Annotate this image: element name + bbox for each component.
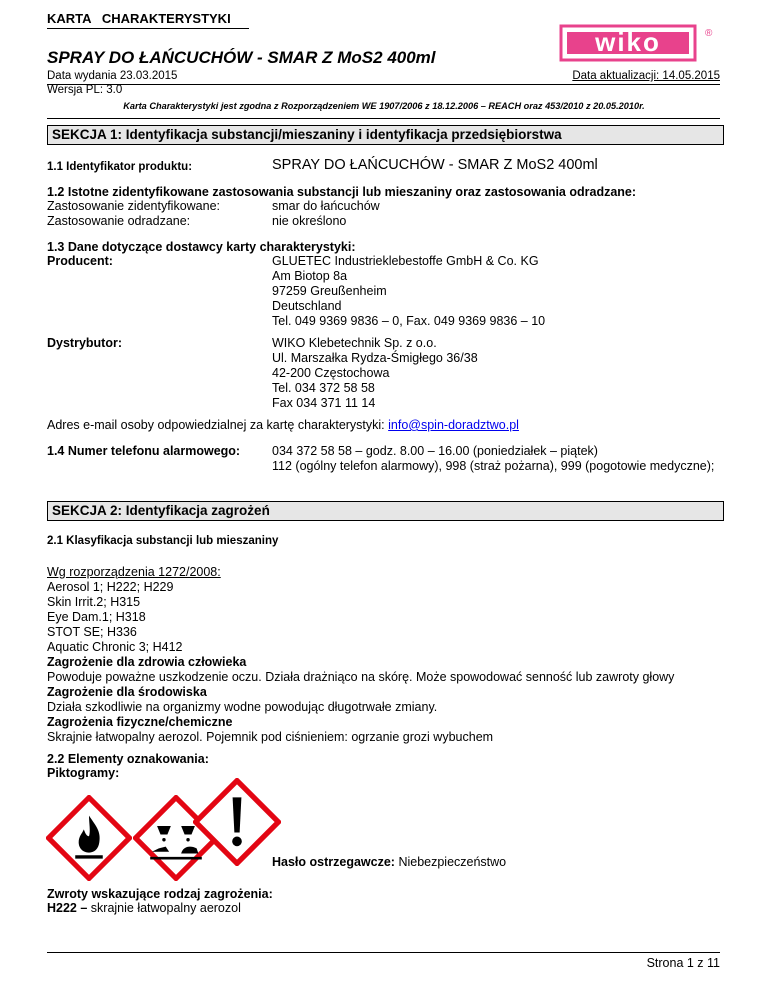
distributor-line: WIKO Klebetechnik Sp. z o.o. [272, 336, 437, 350]
section-2-title: SEKCJA 2: Identyfikacja zagrożeń [52, 503, 270, 518]
environment-hazard-title: Zagrożenie dla środowiska [47, 685, 207, 699]
distributor-line: Ul. Marszałka Rydza-Śmigłego 36/38 [272, 351, 478, 365]
physical-hazard-text: Skrajnie łatwopalny aerozol. Pojemnik pod ciśnieniem: ogrzanie grozi wybuchem [47, 730, 494, 744]
h222-text: skrajnie łatwopalny aerozol [87, 901, 241, 915]
document-type-underline [47, 28, 249, 29]
flame-pictogram-icon [46, 795, 132, 881]
email-link[interactable]: info@spin-doradztwo.pl [388, 418, 519, 432]
distributor-line: 42-200 Częstochowa [272, 366, 390, 380]
distributor-address [272, 336, 478, 411]
distributor-line: Fax 034 371 11 14 [272, 396, 376, 410]
emergency-phone-label: 1.4 Numer telefonu alarmowego: [47, 444, 241, 458]
wiko-logo [559, 20, 719, 64]
section-1-title: SEKCJA 1: Identyfikacja substancji/mieszaniny i identyfikacja przedsiębiorstwa [52, 127, 562, 142]
hazards-description [47, 655, 674, 745]
signal-word-label: Hasło ostrzegawcze: [272, 855, 395, 869]
update-date: Data aktualizacji: 14.05.2015 [572, 70, 720, 82]
health-hazard-title: Zagrożenie dla zdrowia człowieka [47, 655, 247, 669]
product-title: SPRAY DO ŁAŃCUCHÓW - SMAR Z MoS2 400ml [47, 48, 436, 67]
footer-rule [47, 952, 720, 953]
document-type: KARTA CHARAKTERYSTYKI [47, 11, 231, 26]
version: Wersja PL: 3.0 [47, 84, 123, 96]
classification-list [47, 580, 183, 655]
h222-code: H222 – [47, 901, 88, 915]
header-rule [47, 84, 720, 85]
exclamation-pictogram-icon [193, 778, 281, 866]
health-hazard-text: Powoduje poważne uszkodzenie oczu. Działa drażniąco na skórę. Może spowodować senność lub zawroty głowy [47, 670, 675, 684]
signal-word-value: Niebezpieczeństwo [394, 855, 507, 869]
distributor-line: Tel. 034 372 58 58 [272, 381, 375, 395]
producer-line: GLUETEC Industrieklebestoffe GmbH & Co. KG [272, 254, 539, 268]
logo-registered-mark: ® [705, 28, 713, 39]
supplier-title: 1.3 Dane dotyczące dostawcy karty charakterystyki: [47, 240, 356, 254]
producer-line: Tel. 049 9369 9836 – 0, Fax. 049 9369 9836 – 10 [272, 314, 546, 328]
email-row [47, 418, 519, 433]
environment-hazard-text: Działa szkodliwie na organizmy wodne powodując długotrwałe zmiany. [47, 700, 438, 714]
classification-item: Aquatic Chronic 3; H412 [47, 640, 183, 654]
use-identified-value: smar do łańcuchów [272, 199, 380, 213]
emergency-phone-value [272, 444, 720, 474]
emergency-line: 034 372 58 58 – godz. 8.00 – 16.00 (poniedziałek – piątek) [272, 444, 598, 458]
section-1-header [47, 125, 724, 145]
hazard-statements-title: Zwroty wskazujące rodzaj zagrożenia: [47, 887, 273, 901]
use-advised-label: Zastosowanie odradzane: [47, 214, 191, 228]
page-number: Strona 1 z 11 [646, 956, 720, 970]
classification-item: Eye Dam.1; H318 [47, 610, 146, 624]
classification-item: Skin Irrit.2; H315 [47, 595, 141, 609]
emergency-line: 112 (ogólny telefon alarmowy), 998 (straż pożarna), 999 (pogotowie medyczne); [272, 459, 715, 473]
classification-item: Aerosol 1; H222; H229 [47, 580, 174, 594]
signal-word-row [272, 855, 506, 870]
issue-date: Data wydania 23.03.2015 [47, 70, 178, 82]
email-label: Adres e-mail osoby odpowiedzialnej za kartę charakterystyki: [47, 418, 389, 432]
logo-text: wiko [595, 27, 661, 57]
identified-uses-title: 1.2 Istotne zidentyfikowane zastosowania substancji lub mieszaniny oraz zastosowania odradzane: [47, 185, 637, 199]
top-divider [47, 118, 720, 119]
classification-item: STOT SE; H336 [47, 625, 137, 639]
distributor-label: Dystrybutor: [47, 336, 123, 350]
classification-title: 2.1 Klasyfikacja substancji lub mieszaniny [47, 535, 279, 547]
compliance-note: Karta Charakterystyki jest zgodna z Rozporządzeniem WE 1907/2006 z 18.12.2006 – REACH oraz 453/2010 z 20.05.2010r. [123, 101, 645, 111]
label-elements-title: 2.2 Elementy oznakowania: [47, 752, 209, 766]
use-advised-value: nie określono [272, 214, 347, 228]
producer-line: 97259 Greußenheim [272, 284, 387, 298]
pictograms-label: Piktogramy: [47, 766, 120, 780]
section-2-header [47, 501, 724, 521]
producer-line: Am Biotop 8a [272, 269, 348, 283]
use-identified-label: Zastosowanie zidentyfikowane: [47, 199, 221, 213]
producer-line: Deutschland [272, 299, 342, 313]
producer-label: Producent: [47, 254, 113, 268]
product-identifier-label: 1.1 Identyfikator produktu: [47, 161, 193, 173]
hazard-statement-h222 [47, 901, 241, 916]
regulation-label: Wg rozporządzenia 1272/2008: [47, 565, 221, 579]
product-identifier-value: SPRAY DO ŁAŃCUCHÓW - SMAR Z MoS2 400ml [272, 157, 598, 173]
physical-hazard-title: Zagrożenia fizyczne/chemiczne [47, 715, 233, 729]
producer-address [272, 254, 545, 329]
